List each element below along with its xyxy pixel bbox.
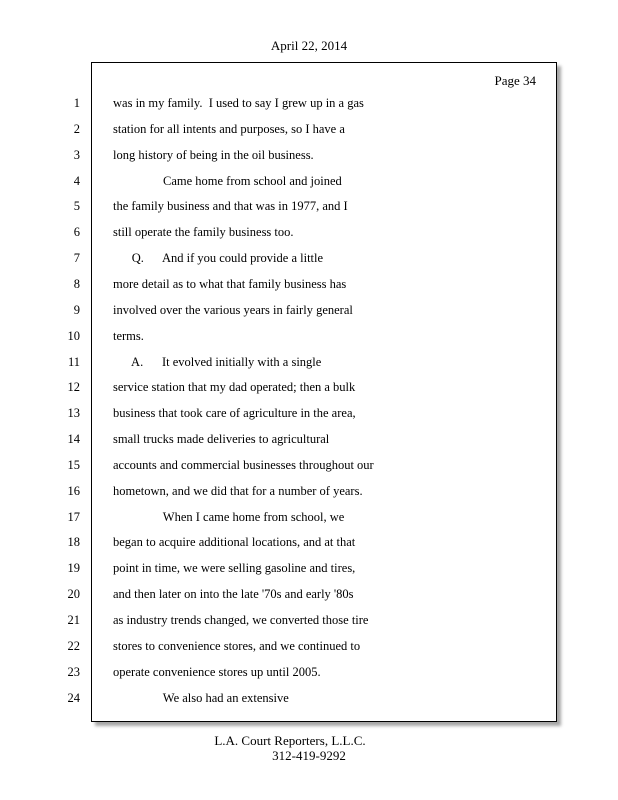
- line-text: We also had an extensive: [113, 691, 289, 705]
- line-number: 20: [67, 587, 80, 601]
- line-number: 8: [73, 277, 80, 291]
- line-number: 9: [73, 303, 80, 317]
- line-number: 18: [67, 535, 80, 549]
- line-text: terms.: [113, 329, 144, 343]
- line-number: 17: [67, 510, 80, 524]
- line-text: Came home from school and joined: [113, 174, 342, 188]
- line-number: 14: [67, 432, 80, 446]
- line-text: more detail as to what that family business has: [113, 277, 347, 291]
- line-number: 10: [67, 329, 80, 343]
- line-number: 15: [67, 458, 80, 472]
- footer-company: L.A. Court Reporters, L.L.C.: [214, 733, 366, 748]
- line-number: 7: [73, 251, 80, 265]
- line-text: still operate the family business too.: [113, 225, 294, 239]
- line-number: 2: [73, 122, 80, 136]
- line-text: business that took care of agriculture in the area,: [113, 406, 356, 420]
- line-number: 19: [67, 561, 80, 575]
- line-number: 3: [73, 148, 80, 162]
- line-number: 23: [67, 665, 80, 679]
- line-text: as industry trends changed, we converted those tire: [113, 613, 369, 627]
- line-text: station for all intents and purposes, so I have a: [113, 122, 345, 136]
- line-text: small trucks made deliveries to agricultural: [113, 432, 330, 446]
- line-number: 1: [73, 96, 80, 110]
- line-number: 21: [67, 613, 80, 627]
- line-text: began to acquire additional locations, and at that: [113, 535, 356, 549]
- line-text: When I came home from school, we: [113, 510, 345, 524]
- line-number: 11: [67, 355, 80, 369]
- line-number: 22: [67, 639, 80, 653]
- line-text: point in time, we were selling gasoline and tires,: [113, 561, 356, 575]
- line-text: long history of being in the oil business.: [113, 148, 314, 162]
- footer-phone: 312-419-9292: [272, 748, 346, 763]
- page-date: April 22, 2014: [270, 38, 348, 53]
- line-number: 5: [73, 199, 80, 213]
- line-number: 24: [67, 691, 80, 705]
- line-text: A. It evolved initially with a single: [113, 355, 322, 369]
- line-number: 12: [67, 380, 80, 394]
- line-number: 4: [73, 174, 80, 188]
- line-text: accounts and commercial businesses throughout our: [113, 458, 374, 472]
- line-text: operate convenience stores up until 2005.: [113, 665, 321, 679]
- line-text: and then later on into the late '70s and early '80s: [113, 587, 354, 601]
- line-text: stores to convenience stores, and we continued to: [113, 639, 361, 653]
- line-text: hometown, and we did that for a number of years.: [113, 484, 363, 498]
- line-text: service station that my dad operated; then a bulk: [113, 380, 356, 394]
- line-text: the family business and that was in 1977, and I: [113, 199, 348, 213]
- line-number: 6: [73, 225, 80, 239]
- page-number: Page 34: [494, 73, 536, 88]
- line-text: was in my family. I used to say I grew up in a gas: [113, 96, 364, 110]
- line-number: 16: [67, 484, 80, 498]
- line-text: involved over the various years in fairly general: [113, 303, 353, 317]
- line-number: 13: [67, 406, 80, 420]
- line-text: Q. And if you could provide a little: [113, 251, 324, 265]
